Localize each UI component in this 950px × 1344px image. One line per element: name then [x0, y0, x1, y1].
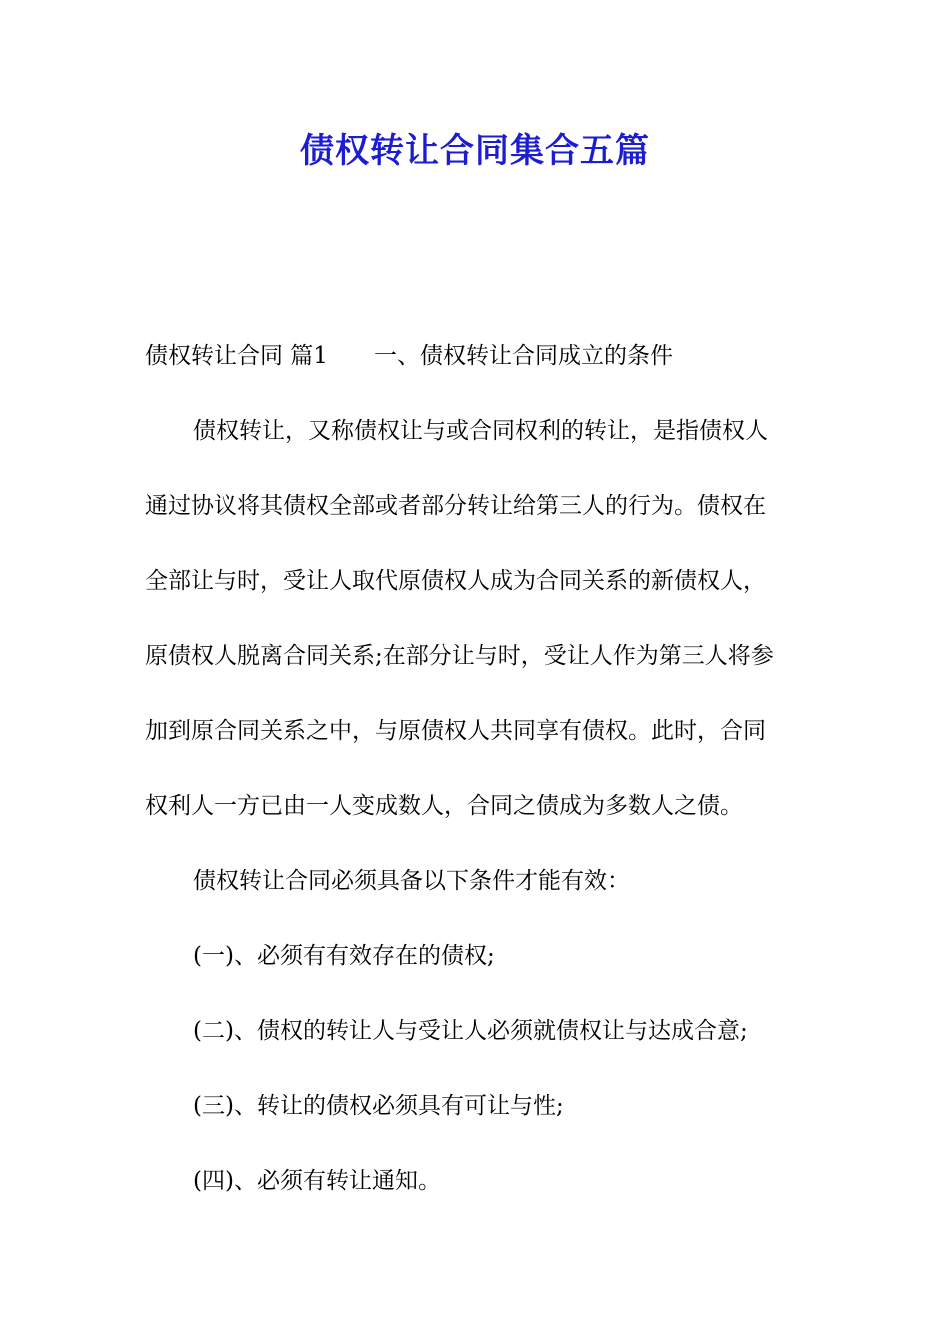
paragraph-line: 全部让与时，受让人取代原债权人成为合同关系的新债权人，: [145, 568, 766, 594]
condition-item: (三)、转让的债权必须具有可让与性;: [193, 1093, 564, 1119]
conditions-list: [145, 938, 810, 1200]
section-label: 债权转让合同 篇1: [145, 343, 328, 369]
document-title: 债权转让合同集合五篇: [300, 131, 650, 171]
paragraph-line: 权利人一方已由一人变成数人，合同之债成为多数人之债。: [145, 793, 743, 819]
condition-item: (二)、债权的转让人与受让人必须就债权让与达成合意;: [193, 1018, 748, 1044]
condition-item: (四)、必须有转让通知。: [193, 1168, 441, 1194]
section-heading: 一、债权转让合同成立的条件: [373, 343, 673, 369]
condition-item: (一)、必须有有效存在的债权;: [193, 943, 495, 969]
paragraph-line: 原债权人脱离合同关系;在部分让与时，受让人作为第三人将参: [145, 643, 774, 669]
paragraph-line: 通过协议将其债权全部或者部分转让给第三人的行为。债权在: [145, 493, 766, 519]
paragraph-line: 加到原合同关系之中，与原债权人共同享有债权。此时，合同: [145, 718, 766, 744]
paragraph-line: 债权转让，又称债权让与或合同权利的转让，是指债权人: [193, 418, 768, 444]
paragraph-conditions-intro: 债权转让合同必须具备以下条件才能有效：: [193, 868, 630, 894]
section-header-line: [145, 338, 810, 375]
document-body: [145, 338, 810, 1200]
paragraph-definition: [145, 413, 810, 825]
